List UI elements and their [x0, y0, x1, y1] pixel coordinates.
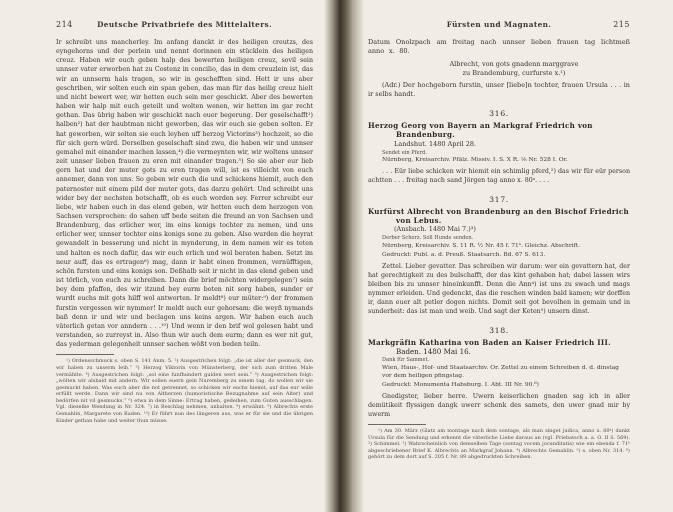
entry-318-text: Gnedigster, lieber herre. Uwern keiserlichen gnaden sag ich in aller demütikeit flyssigen dangk uwerr schenk des samets, den uwer gnad mir by uwerm [368, 392, 630, 418]
entry-318-heading-bold: Markgräfin Katharina von Baden an Kaiser Friedrich III. [368, 337, 611, 347]
right-footnote-rule [368, 424, 426, 425]
left-running-head [56, 20, 313, 29]
entry-317-printed: Gedruckt: Publ. a. d. Preuß. Staatsarch. Bd. 67 S. 613. [382, 251, 546, 258]
letter-address: (Adr.) Der hochgeborn furstin, unser [liebe]n tochter, frauen Ursula . . . in ir selbs handt. [368, 81, 630, 99]
entry-316-source: Nürnberg, Kreisarchiv. Pfälz. Missiv. I. S. X R. ⅛ Nr. 528 I. Or. [382, 157, 568, 164]
entry-318-source: Wien, Haus-, Hof- und Staatsarchiv. Or. Zettel zu einem Schreiben d. d. dinstag vor dem heiligen pfingstag. [382, 365, 619, 380]
entry-318-number: 318. [489, 325, 509, 335]
entry-316-regest: Sendet ein Pferd. [382, 149, 427, 156]
entry-317-heading: Kurfürst Albrecht von Brandenburg an den Bischof Friedrich von Lebus. [368, 206, 629, 225]
right-footnotes: ¹) Am 30. März (Glatz am montage nach dem sontage, als man singet judica, anno x. 80ᵃ) dankt Ursula für die Sendung und erkennt die väterliche Liebe daraus an (vgl. Priebatsch a. a. O. II S. 569). ²) Schimmel. ³) Wahrscheinlich von demselben Tage (sontag vocem jocunditatis) wie ein ebenda f. 71ᵇ abgeschriebener Brief K. Albrechts an Markgraf Johann. ⁴) Albrechts Gemahlin. ⁵) s. oben Nr. 314. ⁶) gehört zu dem dort auf S. 205 f. Nr. 89 abgedruckten Schreiben. [368, 428, 630, 461]
entry-316-number: 316. [489, 108, 509, 118]
right-running-head [368, 20, 630, 29]
left-body-text: Ir schreibt uns mancherley. Im anfang danckt ir des heiligen creutzs, des eyngehorns und der perlein und nennt dorinnen ein stücklein des heiligen creuz. Haben wir euch geben halp des bewerten heiligen creuz, sovil sein unnser vater erworben hat zu Costenz in concilio, das in dem creuzlein ist, das wir an unnserm hals tragen, so wir in geschefften sind. Hett ir uns aber geschriben, wir solten euch ein span geben, das man für das heilig creuz hielt und nicht bewert wer, wir hetten euch sein mer geschickt. Aber des bewerten haben wir halp mit euch geteilt und wolten wenen, wir hetten im gar recht gethan. Das übrig haben wir geschickt nach euer begerung. Der geselschafft¹) halben²) hat der haubtman nicht geworben, das wir euch sie geben solten. Er hat geworben, wir solten sie euch leyhen uff herzog Victorins³) hochzeit, so die für sich gern würd. Derselben geselschaft sind zwu, die haben wir und unnser gemahel mit einander machen lassen,⁴) die vermeynten wir, wir woltens unnser zeit unnser lieben frauen zu eren mit einander tragen.⁵) So sie aber eur lieb gern hat und der muter gots zu eren tragen will, ist es villeicht von euch annemer, dann von uns. So geben wir euch die und schickens hiemit, auch den paternoster mit einem pild der muter gots, das darzu gehört. Und schreibt uns wider bey der nechsten botschafft, ob es euch worden sey. Ferrer schreibt eur liebe, wir haben euch in das elend geben, wir hetten euch dem herzogen von Sachsen versprochen: do sahen uff bede seiten die freund an von Sachsen und Brandenburg, das erlicher wer, im eins konigs tochter zu nemen, und uns erlicher wer, unnser tochter eins konigs sone zu geben. Also wurden die heyrat gewandelt in besserung und nicht in mynderung, in dem namen wir es teten und halten es noch dafür, das wir euch erlich und wol beraten haben. Setzt im neur auff, das es ertragen⁶) mag, dann ir habt einen frommen, vernüfftigen, schön fursten und eins konigs son. Deßhalb seit ir nicht in das elend geben und ist törlich, von euch zu schreiben. Dann die brief möchten widergelegen⁷) sein bey dem pfaffen, des wir itzund bey eurm boten nit sorg haben, sunder er wurdt euchs mit gots hilff wol antworten. Ir meldt⁸) eur müter:⁹) der frommen furstin vergessen wir nymmer! Ir meldt auch eur gehorsam: die weyß nymands baß denn ir und wir und beclagen uns keins argen. Wir haben euch auch väterlich getan vor anndern . . .¹⁰) Und wenn ir den brif wol gelesen habt und verstanden, so zurreyst in. Also thun wir auch dem eurm; dann es wer nit gut, das yederman gelegenheit unnser sachen wößt von beden teiln. [56, 39, 313, 349]
entry-316-heading: Herzog Georg von Bayern an Markgraf Friedrich von Brandenburg. [368, 120, 593, 140]
entry-316-place-date: Landshut. 1480 April 28. [394, 139, 477, 148]
right-page-number: 215 [613, 20, 630, 29]
left-page [0, 0, 330, 512]
entry-318-heading [368, 338, 630, 357]
left-running-title: Deutsche Privatbriefe des Mittelalters. [97, 20, 272, 29]
right-page [346, 0, 673, 512]
entry-318-printed: Gedruckt: Monumenta Habsburg. I. Abt. III Nr. 90.⁶) [382, 381, 539, 388]
entry-317-source: Nürnberg, Kreisarchiv. S. 11 R. ½ Nr. 45 f. 71ᵃ. Gleichz. Abschrift. [382, 243, 580, 250]
letter-signature-line1: Albrecht, von gots gnadenn marggrave [449, 59, 579, 68]
entry-317-number: 317. [489, 194, 509, 204]
left-footnotes: ¹) Ordensschmuck s. oben S. 141 Anm. 5. ²) Ausgestrichen folgt: „die ist aller der gesmuck, den wir haben zu unserm leib.“ ³) Herzog Viktorin von Münsterberg, der sich zum dritten Male vermählte. ⁴) Ausgestrichen folgt: „sol eine funfhundert gulden wert sein.“ ⁵) Ausgestrichen folgt: „wölten wir alsbald mit andern. Wir sollen euern gein Nuremberg zu einem tag, do wollen wir sie gesmuckt haben. Was euch aber die not getrennet, so schicken wir euchs hiemit, auf das eur wille erfüllt werde. Dann wir sind nu von Altherzen (humoristische Bezugnahme auf sein Alter) und bedörfen nit vil gesmucks.“ ⁶) etwa in dem Sinne: Ertrag haben, gedeihen, zum Guten ausschlagen. Vgl. dieselbe Wendung in Nr. 324. ⁷) in Beschlag nehmen, anhalten. ⁸) erwähnt. ⁹) Albrechts erste Gemahlin, Margarete von Baden. ¹⁰) Er führt nun des längeren aus, was er für sie und die übrigen Kinder gethan habe und weiter thun müsse. [56, 358, 313, 424]
letter-dateline: Datum Onolzpach am freitag nach unnser lieben frauen tag lichtmeß anno x. 80. [368, 38, 630, 56]
entry-318-regest: Dank für Sammet. [382, 357, 430, 364]
entry-317-text: Zettel. Lieber gevatter. Das schreiben wir darum: wer ein gevattern hat, der hat gerechtigkeit zu des bulschafft, der das kint gehaben hat; dabei lassen wirs bleiben bis zu unnser hineinkunfft. Denn die Ann⁴) ist uns zu swach und mags nymmer erleiden. Und gedenckt, das die reschen winden bald kamen; wir dorffen ir, dann euer alt petler dogen nichts. Domit seit got bevolhen in gemain und in sunderheit: das ist man und weib. Und sagt der Keten⁵) unsern dinst. [368, 262, 630, 316]
entry-317-place-date: (Ansbach. 1480 Mai 7.)³) [394, 225, 476, 234]
left-footnote-rule [56, 354, 114, 355]
left-page-number: 214 [56, 20, 73, 29]
right-running-title: Fürsten und Magnaten. [446, 20, 552, 29]
letter-signature-line2: zu Brandemburg, curfurste x.¹) [462, 68, 566, 77]
entry-318-heading-date: Baden. 1480 Mai 16. [396, 347, 471, 357]
entry-317-regest: Derber Scherz. Soll Hunde senden. [382, 235, 474, 242]
entry-316-text: . . . Eür liebe schicken wir hiemit ein schimlig pferd,²) das wir für eür person achtten . . . freitag nach sand Jörgen tag anno x. 80ᵃ. . . . [368, 168, 630, 185]
letter-signature [368, 60, 630, 79]
